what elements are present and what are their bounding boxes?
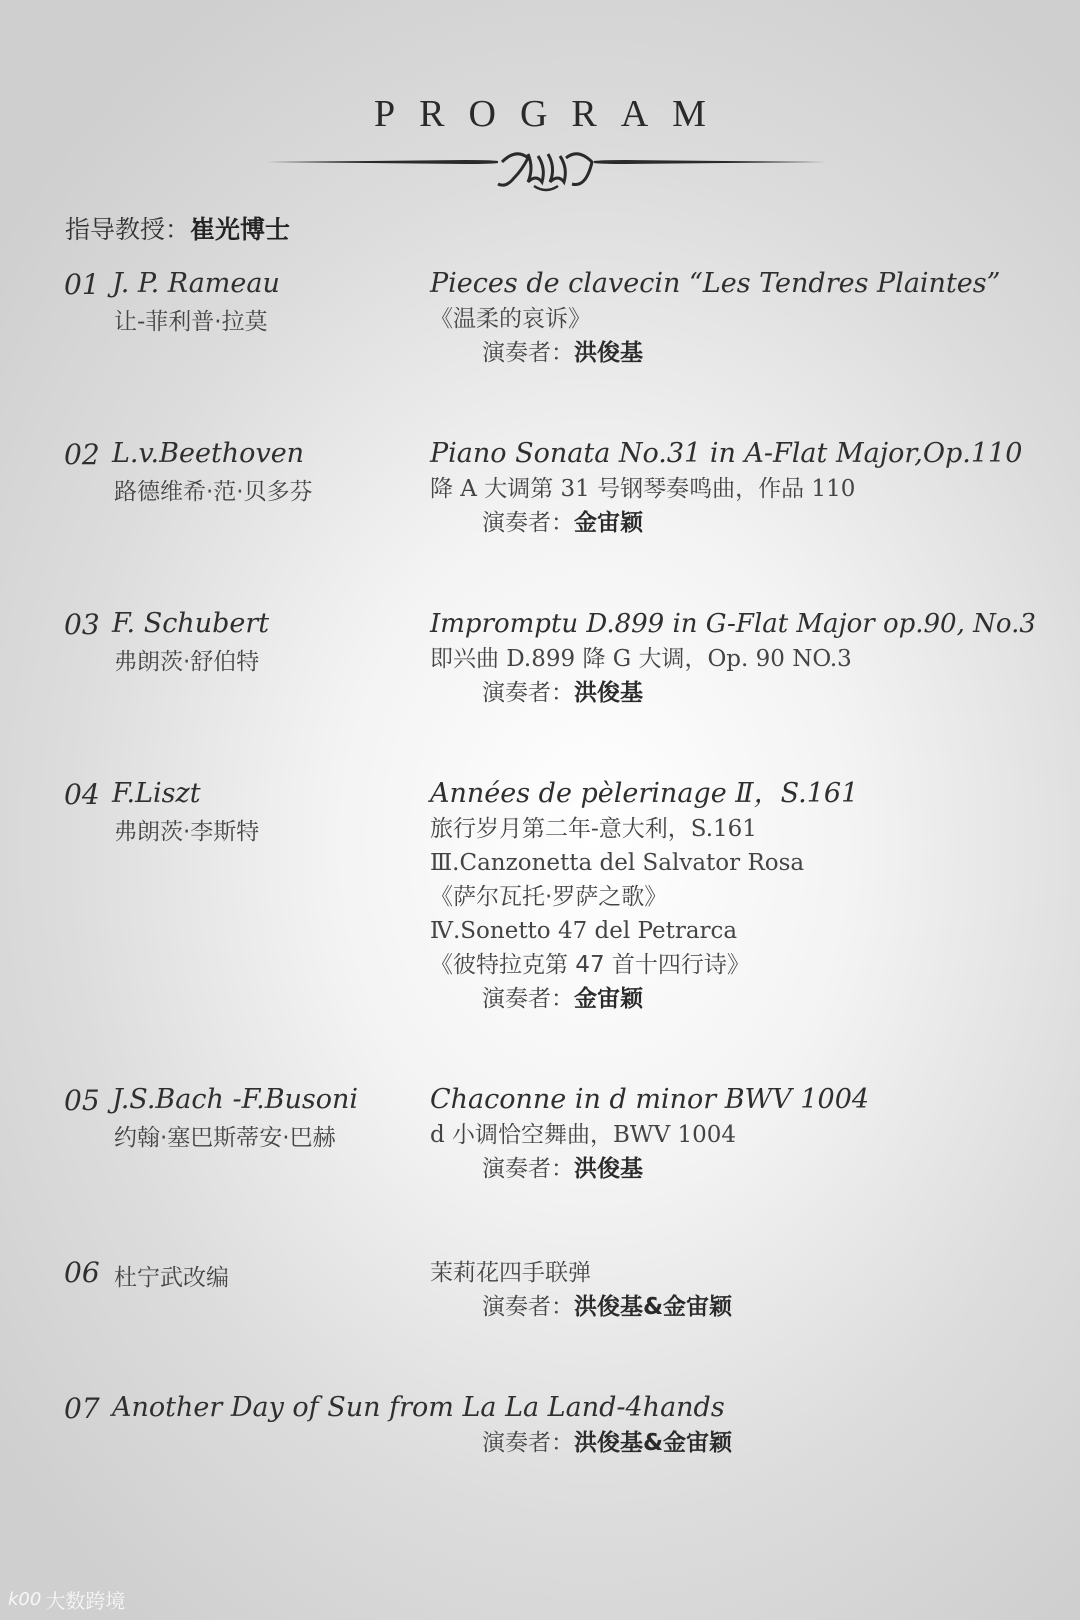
- advisor-line: [65, 210, 290, 246]
- performer-line: [430, 1290, 1070, 1324]
- composer-name-cn: 让-菲利普·拉莫: [114, 309, 268, 335]
- work-title: Années de pèlerinage Ⅱ，S.161: [430, 778, 859, 809]
- work-line: 《萨尔瓦托·罗萨之歌》: [430, 884, 668, 910]
- performer-label: 演奏者：: [482, 340, 574, 366]
- performer-label: 演奏者：: [482, 680, 574, 706]
- performer-line: [430, 982, 1070, 1016]
- performer-name: 金宙颖: [574, 510, 643, 536]
- composer-name-en: F. Schubert: [112, 608, 270, 639]
- performer-name: 金宙颖: [574, 986, 643, 1012]
- performer-label: 演奏者：: [482, 1156, 574, 1182]
- work-block: [430, 438, 1070, 540]
- watermark-text: 大数跨境: [45, 1589, 126, 1613]
- work-line: d 小调恰空舞曲，BWV 1004: [430, 1122, 737, 1148]
- work-title: Chaconne in d minor BWV 1004: [430, 1084, 870, 1115]
- advisor-label: 指导教授：: [65, 215, 191, 244]
- performer-label: 演奏者：: [482, 510, 574, 536]
- performer-line: [430, 1152, 1070, 1186]
- work-title: Pieces de clavecin “Les Tendres Plaintes”: [430, 268, 1001, 299]
- performer-line: [430, 506, 1070, 540]
- work-block: [430, 778, 1070, 1016]
- work-line: 茉莉花四手联弹: [430, 1260, 591, 1286]
- performer-name: 洪俊基&金宙颖: [574, 1294, 733, 1320]
- composer-name-en: L.v.Beethoven: [112, 438, 305, 469]
- work-line: 即兴曲 D.899 降 G 大调，Op. 90 NO.3: [430, 646, 852, 672]
- work-line: Ⅲ.Canzonetta del Salvator Rosa: [430, 850, 805, 876]
- watermark: [8, 1585, 125, 1614]
- composer-name-cn: 弗朗茨·舒伯特: [114, 649, 260, 675]
- item-number: 02: [64, 438, 100, 471]
- item-number: 05: [64, 1084, 100, 1117]
- work-line: 降 A 大调第 31 号钢琴奏鸣曲，作品 110: [430, 476, 856, 502]
- performer-name: 洪俊基: [574, 1156, 643, 1182]
- performer-name: 洪俊基: [574, 340, 643, 366]
- flourish-ornament-icon: [266, 148, 826, 196]
- item-number: 04: [64, 778, 100, 811]
- advisor-name: 崔光博士: [190, 215, 291, 244]
- arranger-name-cn: 杜宁武改编: [114, 1265, 229, 1291]
- performer-name: 洪俊基: [574, 680, 643, 706]
- performer-name: 洪俊基&金宙颖: [574, 1430, 733, 1456]
- composer-name-cn: 路德维希·范·贝多芬: [114, 479, 313, 505]
- work-line: 《温柔的哀诉》: [430, 306, 591, 332]
- work-line: Ⅳ.Sonetto 47 del Petrarca: [430, 918, 738, 944]
- item-number: 03: [64, 608, 100, 641]
- watermark-logo-icon: k00: [8, 1589, 42, 1610]
- performer-line: [430, 336, 1070, 370]
- composer-name-en: J.S.Bach -F.Busoni: [112, 1084, 359, 1115]
- composer-name-cn: 约翰·塞巴斯蒂安·巴赫: [114, 1125, 336, 1151]
- page-title: PROGRAM: [374, 93, 730, 135]
- work-block: [430, 1084, 1070, 1186]
- work-title: Another Day of Sun from La La Land-4hands: [112, 1392, 725, 1423]
- work-block: [430, 1256, 1070, 1324]
- work-block: [430, 268, 1070, 370]
- composer-name-en: F.Liszt: [112, 778, 201, 809]
- work-title: Piano Sonata No.31 in A-Flat Major,Op.110: [430, 438, 1023, 469]
- work-title: Impromptu D.899 in G-Flat Major op.90, No.3: [430, 609, 1036, 639]
- work-line: 《彼特拉克第 47 首十四行诗》: [430, 952, 750, 978]
- performer-label: 演奏者：: [482, 1294, 574, 1320]
- performer-line: [430, 676, 1070, 710]
- composer-name-cn: 弗朗茨·李斯特: [114, 819, 260, 845]
- item-number: 07: [64, 1392, 100, 1425]
- performer-label: 演奏者：: [482, 1430, 574, 1456]
- work-block: [430, 608, 1070, 710]
- work-line: 旅行岁月第二年-意大利，S.161: [430, 816, 757, 842]
- performer-label: 演奏者：: [482, 986, 574, 1012]
- item-number: 01: [64, 268, 100, 301]
- item-number: 06: [64, 1256, 100, 1289]
- composer-name-en: J. P. Rameau: [112, 268, 280, 299]
- performer-line: [430, 1426, 732, 1460]
